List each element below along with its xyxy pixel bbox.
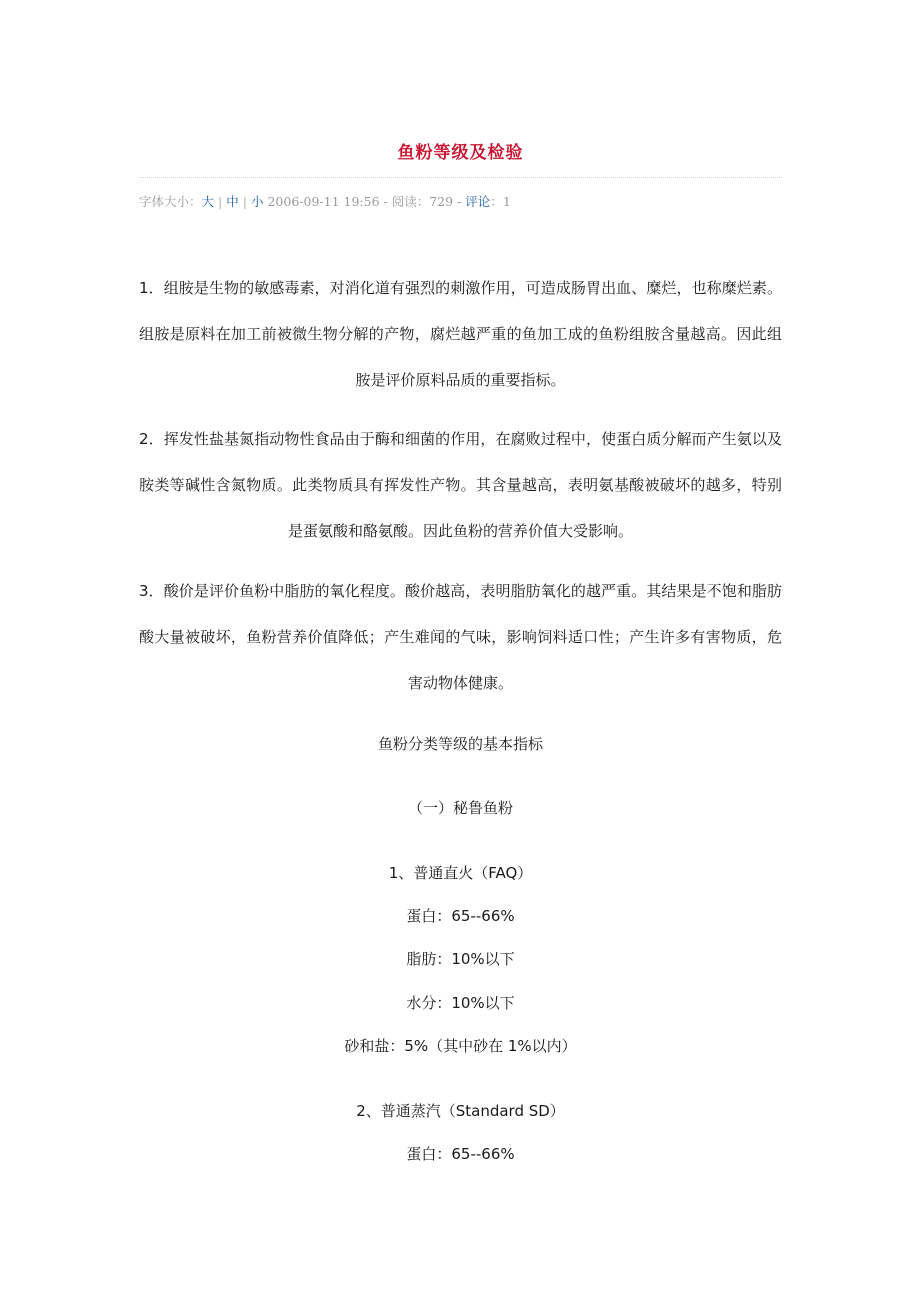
grade2-protein: 蛋白：65--66%: [406, 1145, 515, 1163]
font-size-small-link[interactable]: 小: [250, 194, 264, 209]
font-size-large-link[interactable]: 大: [201, 194, 215, 209]
meta-dash: -: [453, 194, 466, 209]
comment-colon: ：: [490, 194, 503, 209]
grade1-sand-salt: 砂和盐：5%（其中砂在 1%以内）: [344, 1037, 577, 1055]
grade1-fat: 脂肪：10%以下: [406, 950, 515, 968]
article-meta: [139, 192, 511, 210]
article-title: 鱼粉等级及检验: [397, 143, 524, 163]
paragraph-volatile-nitrogen: 2．挥发性盐基氮指动物性食品由于酶和细菌的作用，在腐败过程中，使蛋白质分解而产生氨以及胺类等碱性含氮物质。此类物质具有挥发性产物。其含量越高，表明氨基酸被破坏的越多，特别是蛋氨酸和酪氨酸。因此鱼粉的营养价值大受影响。: [139, 430, 782, 540]
paragraph-acid-value: 3．酸价是评价鱼粉中脂肪的氧化程度。酸价越高，表明脂肪氧化的越严重。其结果是不饱和脂肪酸大量被破坏，鱼粉营养价值降低；产生难闻的气味，影响饲料适口性；产生许多有害物质，危害动物体健康。: [139, 582, 782, 692]
section-heading: 鱼粉分类等级的基本指标: [377, 735, 543, 753]
paragraph-histamine: 1．组胺是生物的敏感毒素，对消化道有强烈的刺激作用，可造成肠胃出血、糜烂，也称糜烂素。组胺是原料在加工前被微生物分解的产物，腐烂越严重的鱼加工成的鱼粉组胺含量越高。因此组胺是评价原料品质的重要指标。: [139, 279, 782, 389]
meta-dash: -: [379, 194, 392, 209]
separator: |: [218, 194, 223, 209]
separator: |: [242, 194, 247, 209]
subsection-heading: （一）秘鲁鱼粉: [407, 799, 513, 817]
comment-link[interactable]: 评论: [465, 194, 491, 209]
font-size-medium-link[interactable]: 中: [226, 194, 239, 209]
grade2-heading: 2、普通蒸汽（Standard SD）: [356, 1102, 565, 1120]
grade1-protein: 蛋白：65--66%: [406, 907, 515, 925]
title-divider: [139, 177, 782, 178]
read-label: 阅读：: [391, 194, 430, 209]
grade1-heading: 1、普通直火（FAQ）: [388, 864, 533, 882]
comment-count: 1: [502, 194, 511, 209]
read-count: 729: [429, 194, 454, 209]
font-size-label: 字体大小：: [139, 194, 202, 209]
grade1-moisture: 水分：10%以下: [406, 994, 515, 1012]
post-date: 2006-09-11 19:56: [267, 194, 380, 209]
